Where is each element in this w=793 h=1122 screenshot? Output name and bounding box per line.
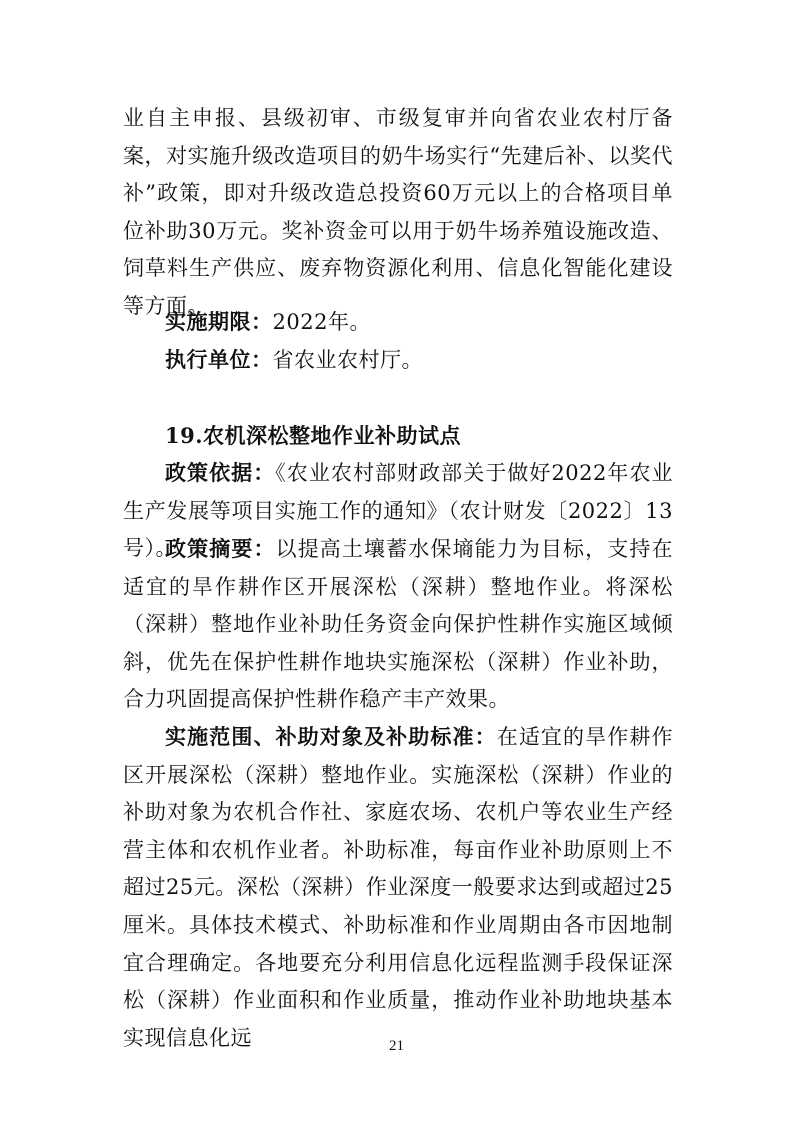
label-policy-basis: 政策依据： [165,460,276,485]
page-number: 21 [389,1038,404,1054]
paragraph-text: 业自主申报、县级初审、市级复审并向省农业农村厅备案，对实施升级改造项目的奶牛场实行“先建后补、以奖代补”政策，即对升级改造总投资60万元以上的合格项目单位补助30万元。奖补资金可以用于奶牛场养殖设施改造、饲草料生产供应、废弃物资源化利用、信息化智能化建设等方面。 [123,106,673,318]
paragraph-executing-unit [123,341,673,380]
paragraph-dairy-farm-subsidy [123,100,673,326]
label-scope-and-standards: 实施范围、补助对象及补助标准： [165,724,497,749]
paragraph-text: 《农业农村部财政部关于做好2022年农业生产发展等项目实施工作的通知》（农计财发〔2022〕13号）。 [123,461,673,561]
label-executing-unit: 执行单位： [165,347,273,372]
paragraph-scope-and-standards [123,718,673,1057]
paragraph-implementation-period [123,303,673,342]
paragraph-policy-summary [123,530,673,719]
paragraph-text: 在适宜的旱作耕作区开展深松（深耕）整地作业。实施深松（深耕）作业的补助对象为农机合作社、家庭农场、农机户等农业生产经营主体和农机作业者。补助标准，每亩作业补助原则上不超过25元。深松（深耕）作业深度一般要求达到或超过25厘米。具体技术模式、补助标准和作业周期由各市因地制宜合理确定。各地要充分利用信息化远程监测手段保证深松（深耕）作业面积和作业质量，推动作业补助地块基本实现信息化远 [123,725,673,1050]
label-implementation-period: 实施期限： [165,309,273,334]
paragraph-text: 以提高土壤蓄水保墒能力为目标，支持在适宜的旱作耕作区开展深松（深耕）整地作业。将深松（深耕）整地作业补助任务资金向保护性耕作实施区域倾斜，优先在保护性耕作地块实施深松（深耕）作业补助，合力巩固提高保护性耕作稳产丰产效果。 [123,537,674,712]
section-heading-text: 19.农机深松整地作业补助试点 [165,423,462,448]
paragraph-text: 省农业农村厅。 [272,348,423,372]
paragraph-text: 2022年。 [272,310,371,334]
label-policy-summary: 政策摘要： [165,536,276,561]
section-heading [123,417,673,455]
